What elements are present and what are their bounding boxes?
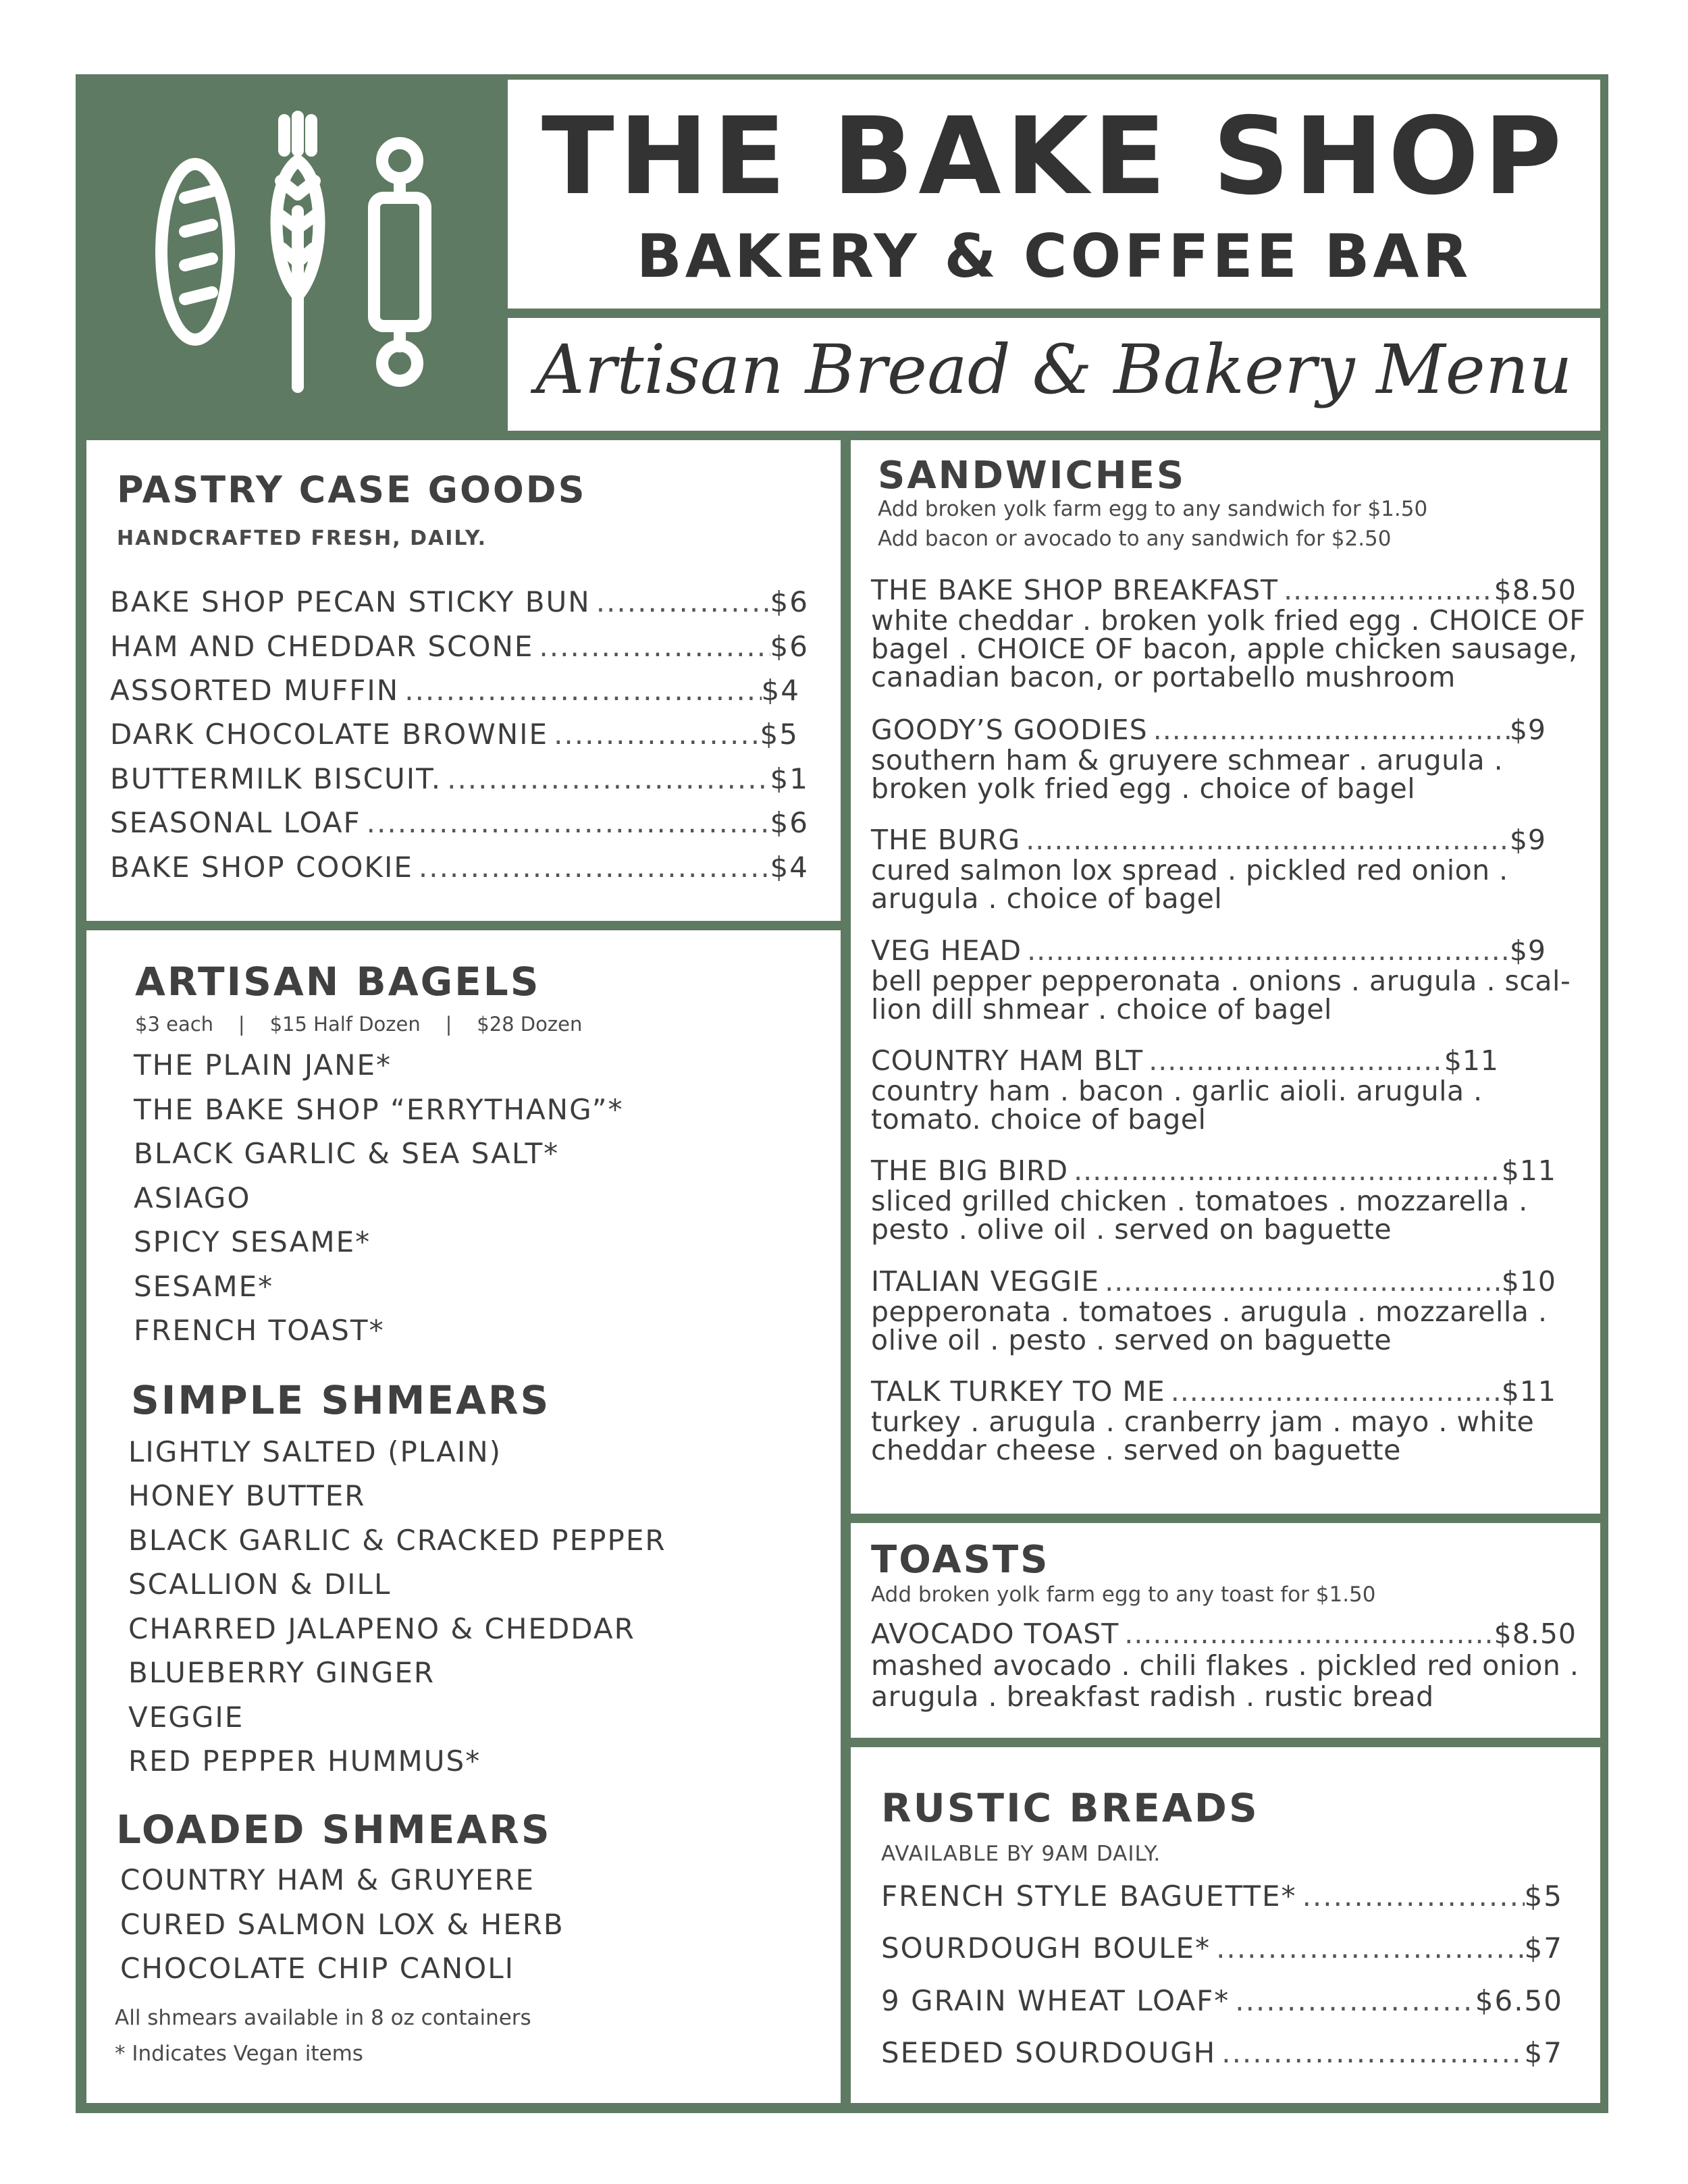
section-heading: ARTISAN BAGELS [135,959,541,1005]
sandwich-item: THE BIG BIRD ..... $11 sliced grilled chicken . tomatoes . mozzarella . pesto . olive oil . served on baguette [871,1154,1587,1244]
section-heading: TOASTS [871,1538,1050,1582]
list-item: FRENCH TOAST* [134,1314,385,1347]
section-heading: PASTRY CASE GOODS [117,469,587,511]
list-item: SESAME* [134,1270,274,1303]
menu-item: SEEDED SOURDOUGH ..... $7 [881,2036,1563,2069]
section-heading: SANDWICHES [878,454,1186,498]
shmear-note: All shmears available in 8 oz containers [115,2006,531,2030]
section-heading: RUSTIC BREADS [881,1785,1259,1831]
toast-item: AVOCADO TOAST ..... $8.50 mashed avocado . chili flakes . pickled red onion . arugula . breakfast radish . rustic bread [871,1618,1587,1712]
wheat-icon [277,117,319,387]
list-item: LIGHTLY SALTED (PLAIN) [128,1435,502,1468]
section-heading: SIMPLE SHMEARS [131,1377,551,1423]
script-panel [508,318,1600,431]
list-item: CHARRED JALAPENO & CHEDDAR [128,1612,635,1645]
toast-note: Add broken yolk farm egg to any toast for $1.50 [871,1582,1376,1607]
menu-item: 9 GRAIN WHEAT LOAF* ..... $6.50 [881,1984,1563,2017]
breads-section [851,1747,1600,2103]
list-item: RED PEPPER HUMMUS* [128,1744,481,1778]
sandwich-item: TALK TURKEY TO ME ..... $11 turkey . arugula . cranberry jam . mayo . white cheddar cheese . served on baguette [871,1375,1587,1464]
rolling-pin-icon [374,143,425,381]
title-panel [508,80,1600,309]
menu-item: SEASONAL LOAF ..... $6 [110,806,809,839]
menu-item: ASSORTED MUFFIN ..... $4 [110,674,800,707]
list-item: COUNTRY HAM & GRUYERE [120,1863,535,1896]
vegan-note: * Indicates Vegan items [115,2042,363,2066]
sandwich-item: THE BAKE SHOP BREAKFAST ..... $8.50 white cheddar . broken yolk fried egg . CHOICE OF bagel . CHOICE OF bacon, apple chicken sausage, canadian bacon, or portabello mushroom [871,574,1587,691]
sandwich-item: COUNTRY HAM BLT ..... $11 country ham . bacon . garlic aioli. arugula . tomato. choice of bagel [871,1044,1587,1134]
sandwich-item: ITALIAN VEGGIE ..... $10 pepperonata . tomatoes . arugula . mozzarella . olive oil . pesto . served on baguette [871,1265,1587,1354]
menu-item: BUTTERMILK BISCUIT. ..... $1 [110,762,809,795]
list-item: THE PLAIN JANE* [134,1048,392,1082]
shop-subtitle: BAKERY & COFFEE BAR [636,221,1472,291]
menu-item: FRENCH STYLE BAGUETTE* ..... $5 [881,1880,1563,1913]
sandwich-note: Add bacon or avocado to any sandwich for $2.50 [878,527,1392,551]
sandwich-item: THE BURG ..... $9 cured salmon lox spread . pickled red onion . arugula . choice of bagel [871,824,1587,913]
logo-panel [84,80,502,431]
list-item: THE BAKE SHOP “ERRYTHANG”* [134,1093,624,1126]
list-item: CHOCOLATE CHIP CANOLI [120,1952,515,1985]
list-item: BLACK GARLIC & SEA SALT* [134,1137,560,1170]
sandwiches-section [851,440,1600,1514]
section-subheading: HANDCRAFTED FRESH, DAILY. [117,527,487,550]
toasts-section [851,1523,1600,1738]
menu-item: SOURDOUGH BOULE* ..... $7 [881,1932,1563,1965]
sandwich-note: Add broken yolk farm egg to any sandwich for $1.50 [878,497,1428,521]
list-item: HONEY BUTTER [128,1479,366,1512]
menu-item: DARK CHOCOLATE BROWNIE ..... $5 [110,718,799,751]
list-item: BLACK GARLIC & CRACKED PEPPER [128,1524,666,1557]
sandwich-item: GOODY’S GOODIES ..... $9 southern ham & gruyere schmear . arugula . broken yolk fried egg . choice of bagel [871,714,1587,803]
list-item: SCALLION & DILL [128,1568,392,1601]
menu-script-title: Artisan Bread & Bakery Menu [535,330,1573,409]
menu-item: BAKE SHOP COOKIE ..... $4 [110,851,809,884]
bakery-logo-icon [84,80,502,431]
list-item: CURED SALMON LOX & HERB [120,1908,564,1941]
sandwich-item: VEG HEAD ..... $9 bell pepper pepperonata . onions . arugula . scal-lion dill shmear . choice of bagel [871,934,1587,1023]
pastry-section [86,440,841,921]
menu-item: BAKE SHOP PECAN STICKY BUN ..... $6 [110,585,809,618]
bread-loaf-icon [161,164,229,340]
bagel-pricing: $3 each | $15 Half Dozen | $28 Dozen [135,1013,583,1036]
list-item: SPICY SESAME* [134,1225,371,1258]
section-heading: LOADED SHMEARS [116,1807,552,1853]
list-item: BLUEBERRY GINGER [128,1656,436,1689]
list-item: ASIAGO [134,1181,251,1215]
menu-item: HAM AND CHEDDAR SCONE ..... $6 [110,630,809,663]
section-subheading: AVAILABLE BY 9AM DAILY. [881,1842,1161,1866]
bagels-section [86,930,841,2103]
shop-title: THE BAKE SHOP [541,95,1567,219]
list-item: VEGGIE [128,1701,244,1734]
